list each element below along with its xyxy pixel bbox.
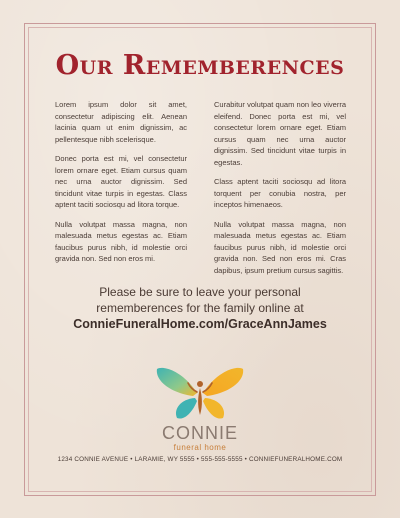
- butterfly-logo-icon: [153, 363, 247, 423]
- right-column: [214, 99, 346, 284]
- footer-contact: 1234 CONNIE AVENUE • LARAMIE, WY 5555 • 555-555-5555 • CONNIEFUNERALHOME.COM: [57, 456, 343, 463]
- logo-subtitle: funeral home: [173, 443, 227, 452]
- left-column: [55, 99, 187, 273]
- closing-line-1: Please be sure to leave your personal: [99, 285, 301, 299]
- right-paragraph-3: Nulla volutpat massa magna, non malesuada metus egestas ac. Etiam faucibus purus nibh, id molestie orci gravida non. Sed non eros mi. Cras dapibus, ipsum pretium cursus sagittis.: [214, 219, 346, 275]
- page-title: Our Rememberences: [55, 50, 345, 81]
- left-paragraph-1: Lorem ipsum dolor sit amet, consectetur adipiscing elit. Aenean lacinia quam ut enim dignissim, ac pellentesque nibh scelerisque.: [55, 100, 187, 144]
- closing-line-2: rememberences for the family online at: [96, 301, 304, 315]
- closing-message: [0, 284, 400, 332]
- logo-wordmark: CONNIE: [161, 423, 238, 443]
- right-paragraph-2: Class aptent taciti sociosqu ad litora torquent per conubia nostra, per inceptos himenaeos.: [214, 177, 346, 209]
- memorial-url-link[interactable]: ConnieFuneralHome.com/GraceAnnJames: [73, 317, 327, 331]
- left-paragraph-2: Donec porta est mi, vel consectetur lorem ornare eget. Etiam cursus quam nec urna auctor dignissim. Sed tincidunt vitae turpis in egestas. Class aptent taciti sociosqu ad litora torque.: [55, 154, 187, 209]
- left-paragraph-3: Nulla volutpat massa magna, non malesuada metus egestas ac. Etiam faucibus purus nibh, id molestie orci gravida non. Sed non eros mi.: [55, 219, 187, 263]
- right-paragraph-1: Curabitur volutpat quam non leo viverra eleifend. Donec porta est mi, vel consectetur lorem ornare eget. Etiam cursus quam nec urna auctor dignissim. Sed tincidunt vitae turpis in egestas.: [214, 100, 346, 167]
